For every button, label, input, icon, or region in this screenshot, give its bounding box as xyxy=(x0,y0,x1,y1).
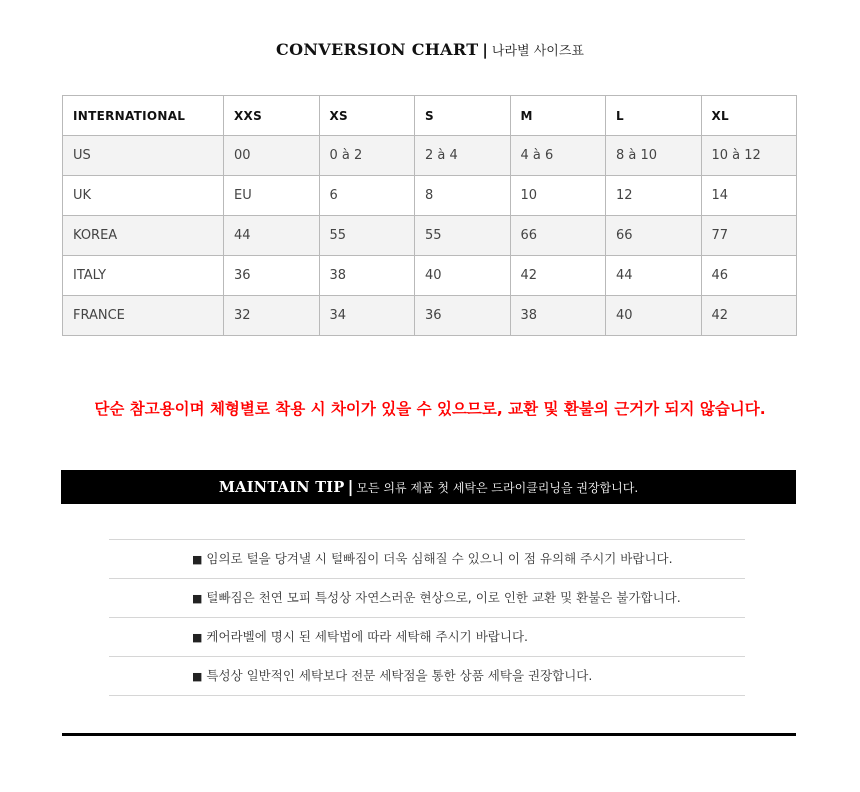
list-item xyxy=(109,657,745,696)
table-cell: 55 xyxy=(319,216,415,256)
table-cell: 10 à 12 xyxy=(701,136,797,176)
table-cell: 36 xyxy=(415,296,511,336)
table-cell: 4 à 6 xyxy=(510,136,606,176)
tip-text: 특성상 일반적인 세탁보다 전문 세탁점을 통한 상품 세탁을 권장합니다. xyxy=(206,668,593,683)
conversion-chart-title xyxy=(0,40,860,59)
row-label: FRANCE xyxy=(63,296,224,336)
table-cell: 38 xyxy=(510,296,606,336)
table-row xyxy=(63,296,797,336)
table-cell: EU xyxy=(224,176,320,216)
table-row xyxy=(63,256,797,296)
table-cell: 38 xyxy=(319,256,415,296)
row-label: UK xyxy=(63,176,224,216)
square-bullet-icon: ■ xyxy=(192,670,203,683)
square-bullet-icon: ■ xyxy=(192,592,203,605)
tip-text: 털빠짐은 천연 모피 특성상 자연스러운 현상으로, 이로 인한 교환 및 환불은 불가합니다. xyxy=(206,590,681,605)
title-separator: | xyxy=(482,41,488,59)
header-cell: L xyxy=(606,96,702,136)
header-cell: S xyxy=(415,96,511,136)
table-cell: 32 xyxy=(224,296,320,336)
table-cell: 44 xyxy=(606,256,702,296)
table-cell: 40 xyxy=(415,256,511,296)
table-cell: 00 xyxy=(224,136,320,176)
table-cell: 42 xyxy=(701,296,797,336)
square-bullet-icon: ■ xyxy=(192,631,203,644)
row-label: US xyxy=(63,136,224,176)
table-cell: 10 xyxy=(510,176,606,216)
title-english: CONVERSION CHART xyxy=(276,40,479,59)
maintain-tip-banner xyxy=(61,470,796,504)
maintain-tip-separator: | xyxy=(347,477,354,496)
title-korean: 나라별 사이즈표 xyxy=(491,44,584,59)
header-cell: INTERNATIONAL xyxy=(63,96,224,136)
bottom-divider xyxy=(62,733,796,736)
tip-text: 임의로 털을 당겨낼 시 털빠짐이 더욱 심해질 수 있으니 이 점 유의해 주시기 바랍니다. xyxy=(206,551,673,566)
table-cell: 2 à 4 xyxy=(415,136,511,176)
table-cell: 0 à 2 xyxy=(319,136,415,176)
table-cell: 66 xyxy=(510,216,606,256)
maintain-tip-title: MAINTAIN TIP xyxy=(218,479,345,496)
tip-text: 케어라벨에 명시 된 세탁법에 따라 세탁해 주시기 바랍니다. xyxy=(206,629,528,644)
list-item xyxy=(109,618,745,657)
care-tips-list xyxy=(109,539,745,696)
table-header-row xyxy=(63,96,797,136)
table-row xyxy=(63,216,797,256)
size-conversion-table xyxy=(62,95,797,336)
list-item xyxy=(109,540,745,579)
table-cell: 42 xyxy=(510,256,606,296)
header-cell: M xyxy=(510,96,606,136)
table-cell: 6 xyxy=(319,176,415,216)
table-row xyxy=(63,136,797,176)
list-item xyxy=(109,579,745,618)
table-cell: 66 xyxy=(606,216,702,256)
maintain-tip-subtitle: 모든 의류 제품 첫 세탁은 드라이클리닝을 권장합니다. xyxy=(356,481,639,495)
table-cell: 36 xyxy=(224,256,320,296)
header-cell: XS xyxy=(319,96,415,136)
table-cell: 44 xyxy=(224,216,320,256)
table-cell: 8 à 10 xyxy=(606,136,702,176)
header-cell: XXS xyxy=(224,96,320,136)
table-cell: 14 xyxy=(701,176,797,216)
table-cell: 55 xyxy=(415,216,511,256)
header-cell: XL xyxy=(701,96,797,136)
table-cell: 8 xyxy=(415,176,511,216)
row-label: KOREA xyxy=(63,216,224,256)
table-cell: 77 xyxy=(701,216,797,256)
row-label: ITALY xyxy=(63,256,224,296)
table-cell: 46 xyxy=(701,256,797,296)
square-bullet-icon: ■ xyxy=(192,553,203,566)
table-cell: 40 xyxy=(606,296,702,336)
table-cell: 34 xyxy=(319,296,415,336)
size-disclaimer-notice: 단순 참고용이며 체형별로 착용 시 차이가 있을 수 있으므로, 교환 및 환불의 근거가 되지 않습니다. xyxy=(94,400,766,418)
table-cell: 12 xyxy=(606,176,702,216)
table-row xyxy=(63,176,797,216)
